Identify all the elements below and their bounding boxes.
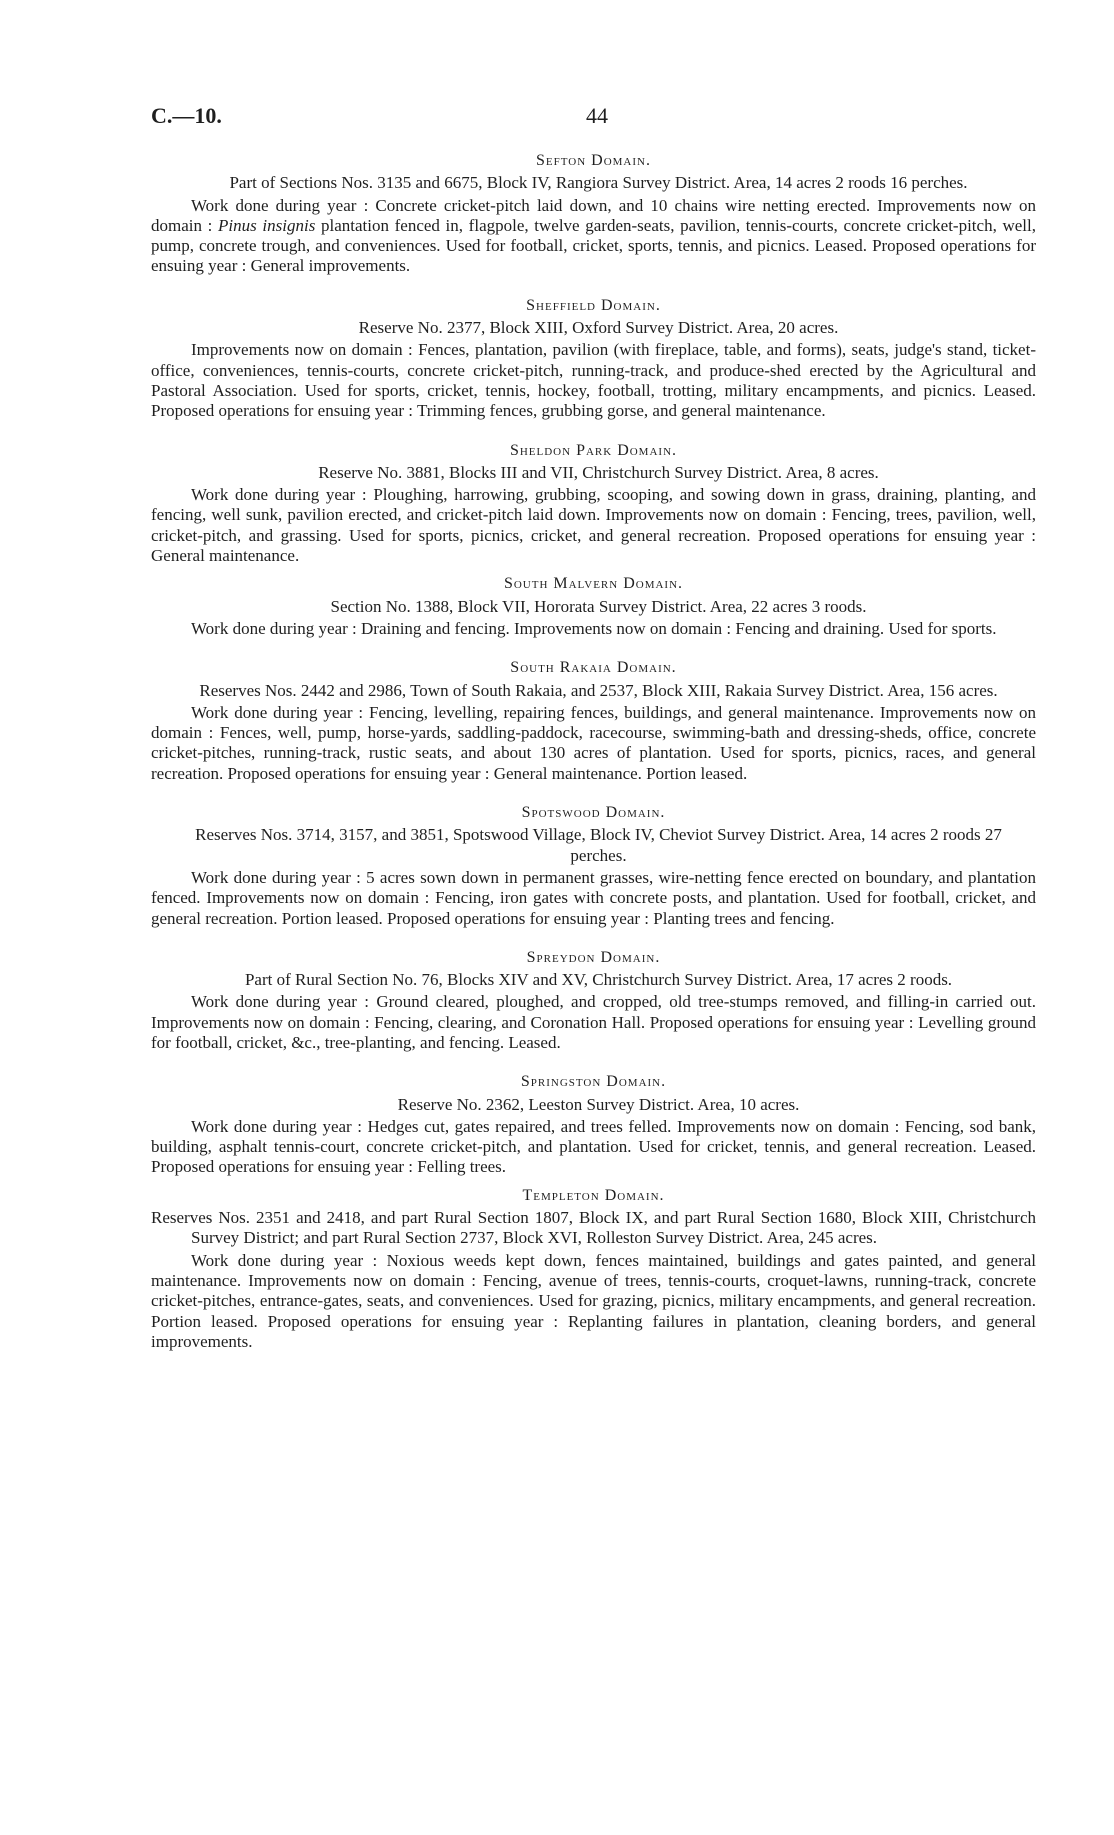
section-body: Work done during year : Draining and fencing. Improvements now on domain : Fencing and draining. Used for sports. bbox=[191, 618, 997, 638]
section-body: Work done during year : Ground cleared, ploughed, and cropped, old tree-stumps removed, and filling-in carried out. Improvements now on domain : Fencing, clearing, and Coronation Hall. Proposed operations for ensuing year : Levelling ground for football, cricket, &c., tree-planting, and fencing. Leased. bbox=[151, 992, 1036, 1052]
page-header bbox=[151, 103, 1036, 133]
section-location: Part of Sections Nos. 3135 and 6675, Block IV, Rangiora Survey District. Area, 14 acres 2 roods 16 perches. bbox=[229, 173, 968, 193]
section-title: South Rakaia Domain. bbox=[510, 659, 677, 677]
section-title: Sefton Domain. bbox=[536, 152, 651, 169]
section-sheldon-park-domain bbox=[151, 441, 1036, 567]
section-body: Work done during year : 5 acres sown down in permanent grasses, wire-netting fence erected on boundary, and plantation fenced. Improvements now on domain : Fencing, iron gates with concrete posts, and plantation. Used for football, cricket, and general recreation. Portion leased. Proposed operations for ensuing year : Planting trees and fencing. bbox=[151, 867, 1036, 928]
section-title: Templeton Domain. bbox=[522, 1186, 665, 1204]
page-content bbox=[151, 151, 1036, 1352]
section-location: Reserve No. 2377, Block XIII, Oxford Survey District. Area, 20 acres. bbox=[358, 318, 839, 338]
section-sefton-domain bbox=[151, 151, 1036, 277]
section-location: Reserves Nos. 2442 and 2986, Town of South Rakaia, and 2537, Block XIII, Rakaia Survey District. Area, 156 acres. bbox=[199, 680, 998, 700]
section-title: South Malvern Domain. bbox=[503, 575, 684, 593]
section-body: Work done during year : Fencing, levelling, repairing fences, buildings, and general maintenance. Improvements now on domain : Fences, well, pump, horse-yards, saddling-paddock, racecourse, swimming-bath and dressing-sheds, office, concrete cricket-pitches, running-track, rustic seats, and about 130 acres of plantation. Used for sports, picnics, races, and general recreation. Proposed operations for ensuing year : General maintenance. Portion leased. bbox=[151, 702, 1036, 783]
section-title: Spreydon Domain. bbox=[526, 948, 661, 966]
section-location: Part of Rural Section No. 76, Blocks XIV and XV, Christchurch Survey District. Area, 17 acres 2 roods. bbox=[244, 970, 953, 990]
section-body: Improvements now on domain : Fences, plantation, pavilion (with fireplace, table, and forms), seats, judge's stand, ticket-office, conveniences, tennis-courts, concrete cricket-pitch, running-track, and produce-shed erected by the Agricultural and Pastoral Association. Used for sports, cricket, tennis, hockey, football, trotting, military encampments, and picnics. Leased. Proposed operations for ensuing year : Trimming fences, grubbing gorse, and general maintenance. bbox=[151, 340, 1036, 421]
section-body-part: plantation fenced in, flagpole, twelve garden-seats, pavilion, tennis-courts, concrete cricket-pitch, well, pump, concrete trough, and conveniences. Used for football, cricket, sports, tennis, and picnics. Leased. Proposed operations for ensuing year : General improvements. bbox=[151, 215, 1037, 276]
section-location: Reserves Nos. 2351 and 2418, and part Rural Section 1807, Block IX, and part Rural Section 1680, Block XIII, Christchurch Survey District; and part Rural Section 2737, Block XVI, Rolleston Survey District. Area, 245 acres. bbox=[151, 1208, 1036, 1248]
section-south-rakaia-domain bbox=[151, 658, 1036, 784]
section-spreydon-domain bbox=[151, 948, 1036, 1053]
section-south-malvern-domain bbox=[151, 574, 1036, 639]
section-sheffield-domain bbox=[151, 296, 1036, 422]
section-body-part: Work done during year : Concrete cricket-pitch laid down, and 10 chains wire netting erected. Improvements now on domain : bbox=[151, 195, 1036, 235]
section-spotswood-domain bbox=[151, 803, 1036, 929]
page-number: 44 bbox=[586, 103, 608, 128]
section-springston-domain bbox=[151, 1072, 1036, 1177]
parliamentary-paper-reference: C.—10. bbox=[151, 103, 222, 128]
section-body bbox=[151, 196, 1036, 277]
section-title: Spotswood Domain. bbox=[521, 804, 666, 822]
section-templeton-domain bbox=[151, 1186, 1036, 1352]
section-location: Reserve No. 3881, Blocks III and VII, Christchurch Survey District. Area, 8 acres. bbox=[318, 462, 879, 482]
section-title: Sheffield Domain. bbox=[526, 296, 661, 314]
section-location: Reserve No. 2362, Leeston Survey District. Area, 10 acres. bbox=[397, 1094, 800, 1114]
section-body: Work done during year : Hedges cut, gates repaired, and trees felled. Improvements now on domain : Fencing, sod bank, building, asphalt tennis-court, concrete cricket-pitch, and plantation. Used for cricket, tennis, and general recreation. Leased. Proposed operations for ensuing year : Felling trees. bbox=[151, 1116, 1036, 1177]
section-body: Work done during year : Ploughing, harrowing, grubbing, scooping, and sowing down in grass, draining, planting, and fencing, well sunk, pavilion erected, and cricket-pitch laid down. Improvements now on domain : Fencing, trees, pavilion, well, cricket-pitch, and grassing. Used for sports, picnics, cricket, and general recreation. Proposed operations for ensuing year : General maintenance. bbox=[151, 485, 1036, 566]
section-body: Work done during year : Noxious weeds kept down, fences maintained, buildings and gates painted, and general maintenance. Improvements now on domain : Fencing, avenue of trees, tennis-courts, croquet-lawns, running-track, concrete cricket-pitches, entrance-gates, seats, and conveniences. Used for grazing, picnics, military encampments, and general recreation. Portion leased. Proposed operations for ensuing year : Replanting failures in plantation, cleaning borders, and general improvements. bbox=[151, 1250, 1036, 1351]
section-title: Springston Domain. bbox=[520, 1073, 667, 1091]
section-location: Section No. 1388, Block VII, Hororata Survey District. Area, 22 acres 3 roods. bbox=[330, 596, 867, 616]
section-location: Reserves Nos. 3714, 3157, and 3851, Spotswood Village, Block IV, Cheviot Survey District. Area, 14 acres 2 roods 27 perches. bbox=[195, 825, 1002, 865]
section-title: Sheldon Park Domain. bbox=[509, 441, 678, 459]
section-body-italic: Pinus insignis bbox=[218, 215, 316, 235]
